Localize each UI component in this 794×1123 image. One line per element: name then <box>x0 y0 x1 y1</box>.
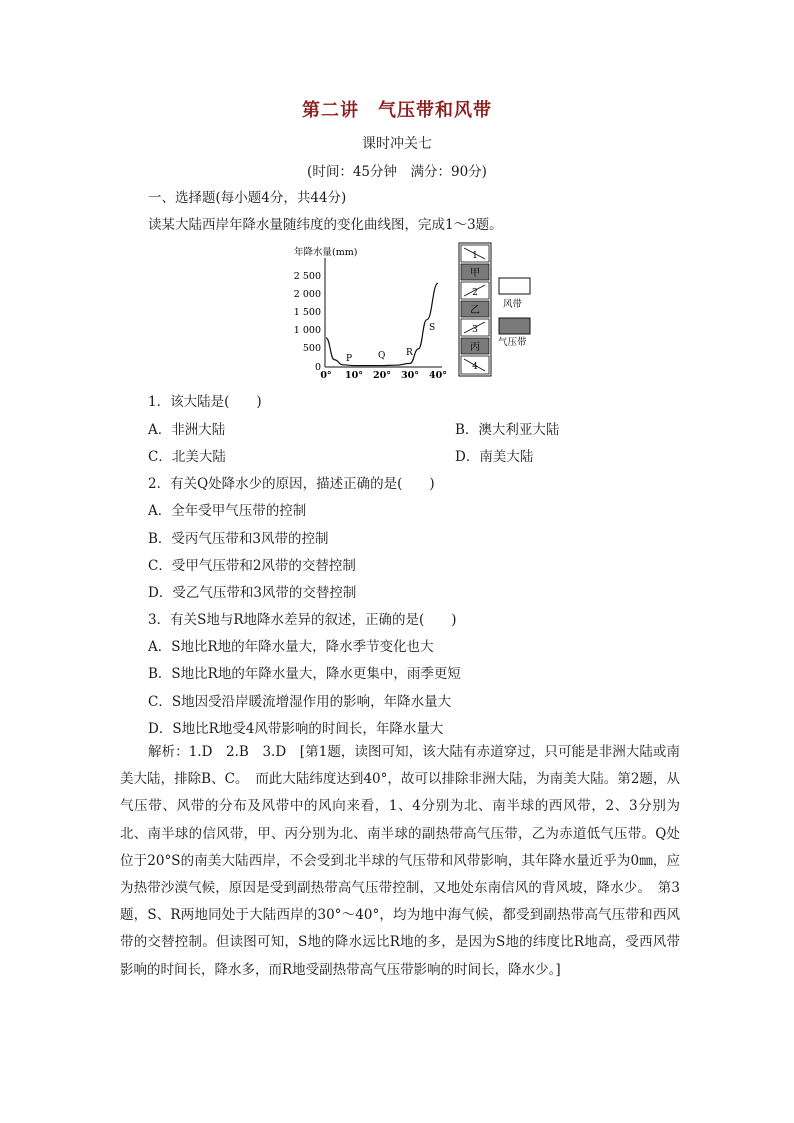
answer-analysis: 解析：1.D 2.B 3.D [第1题，读图可知，该大陆有赤道穿过，只可能是非洲大陆或南美大陆，排除B、C。 而此大陆纬度达到40°，故可以排除非洲大陆，为南美大陆。第2题，从气压带、风带的分布及风带中的风向来看，1、4分别为北、南半球的西风带，2、3分别为北、南半球的信风带，甲、丙分别为北、南半球的副热带高气压带，乙为赤道低气压带。Q处位于20°S的南美大陆西岸，不会受到北半球的气压带和风带影响，其年降水量近乎为0㎜，应为热带沙漠气候，原因是受到副热带高气压带控制，又地处东南信风的背风坡，降水少。 第3题，S、R两地同处于大陆西岸的30°～40°，均为地中海气候，都受到副热带高气压带和西风带的交替控制。但读图可知，S地的降水远比R地的多，是因为S地的纬度比R地高，受西风带影响的时间长，降水多，而R地受副热带高气压带影响的时间长，降水少。] <box>120 744 680 978</box>
question-2-option-d: D．受乙气压带和3风带的交替控制 <box>148 585 357 601</box>
legend-pressure-label: 气压带 <box>498 337 527 348</box>
question-2-option-a: A．全年受甲气压带的控制 <box>148 503 307 519</box>
question-intro: 读某大陆西岸年降水量随纬度的变化曲线图，完成1～3题。 <box>148 217 503 233</box>
legend-wind-swatch <box>499 278 530 294</box>
question-2-option-b: B．受丙气压带和3风带的控制 <box>148 531 329 547</box>
y-tick-label: 500 <box>302 343 321 354</box>
y-tick-label: 1 500 <box>293 307 321 318</box>
legend-pressure-swatch <box>499 318 530 334</box>
question-2-option-c: C．受甲气压带和2风带的交替控制 <box>148 558 356 574</box>
y-tick-group <box>294 271 321 373</box>
legend-wind-label: 风带 <box>503 299 523 310</box>
question-3-option-d: D．S地比R地受4风带影响的时间长，年降水量大 <box>148 721 444 737</box>
question-3-option-a: A．S地比R地的年降水量大，降水季节变化也大 <box>148 639 434 655</box>
question-1-option-d: D．南美大陆 <box>455 449 534 465</box>
time-info: (时间：45分钟 满分：90分) <box>307 164 487 180</box>
y-tick-label: 1 000 <box>293 325 321 336</box>
question-3-option-c: C．S地因受沿岸暖流增湿作用的影响，年降水量大 <box>148 694 452 710</box>
x-tick-label: 20° <box>373 370 391 380</box>
point-label-p: P <box>346 354 353 364</box>
belt-label: 乙 <box>470 305 480 316</box>
question-2-stem: 2．有关Q处降水少的原因，描述正确的是( ) <box>148 476 435 492</box>
question-1-stem: 1．该大陆是( ) <box>148 394 262 410</box>
section-heading: 一、选择题(每小题4分，共44分) <box>148 190 347 206</box>
point-label-s: S <box>429 323 436 333</box>
x-tick-group <box>320 370 447 380</box>
belt-label: 3 <box>472 325 478 335</box>
page-subtitle: 课时冲关七 <box>362 136 432 152</box>
y-tick-label: 2 500 <box>293 271 321 282</box>
question-1-option-c: C．北美大陆 <box>148 449 226 465</box>
y-tick-label: 0 <box>314 362 321 373</box>
belt-label: 2 <box>472 288 478 298</box>
y-tick-label: 2 000 <box>293 289 321 300</box>
question-3-option-b: B．S地比R地的年降水量大，降水更集中，雨季更短 <box>148 666 461 682</box>
belt-label: 4 <box>472 362 478 372</box>
page-title: 第二讲 气压带和风带 <box>302 100 492 121</box>
belt-label: 1 <box>472 251 478 261</box>
x-tick-label: 30° <box>401 370 419 380</box>
question-1-option-b: B．澳大利亚大陆 <box>455 422 560 438</box>
x-tick-label: 40° <box>429 370 447 380</box>
point-label-r: R <box>406 348 413 358</box>
precipitation-figure <box>280 240 540 380</box>
figure-ylabel: 年降水量(mm) <box>294 247 358 258</box>
belt-label: 丙 <box>470 342 480 353</box>
question-1-option-a: A．非洲大陆 <box>148 422 226 438</box>
x-tick-label: 0° <box>320 370 332 380</box>
belt-column <box>459 243 491 376</box>
point-label-q: Q <box>378 351 386 361</box>
x-tick-label: 10° <box>345 370 363 380</box>
belt-label: 甲 <box>470 268 480 279</box>
question-3-stem: 3．有关S地与R地降水差异的叙述，正确的是( ) <box>148 612 457 628</box>
